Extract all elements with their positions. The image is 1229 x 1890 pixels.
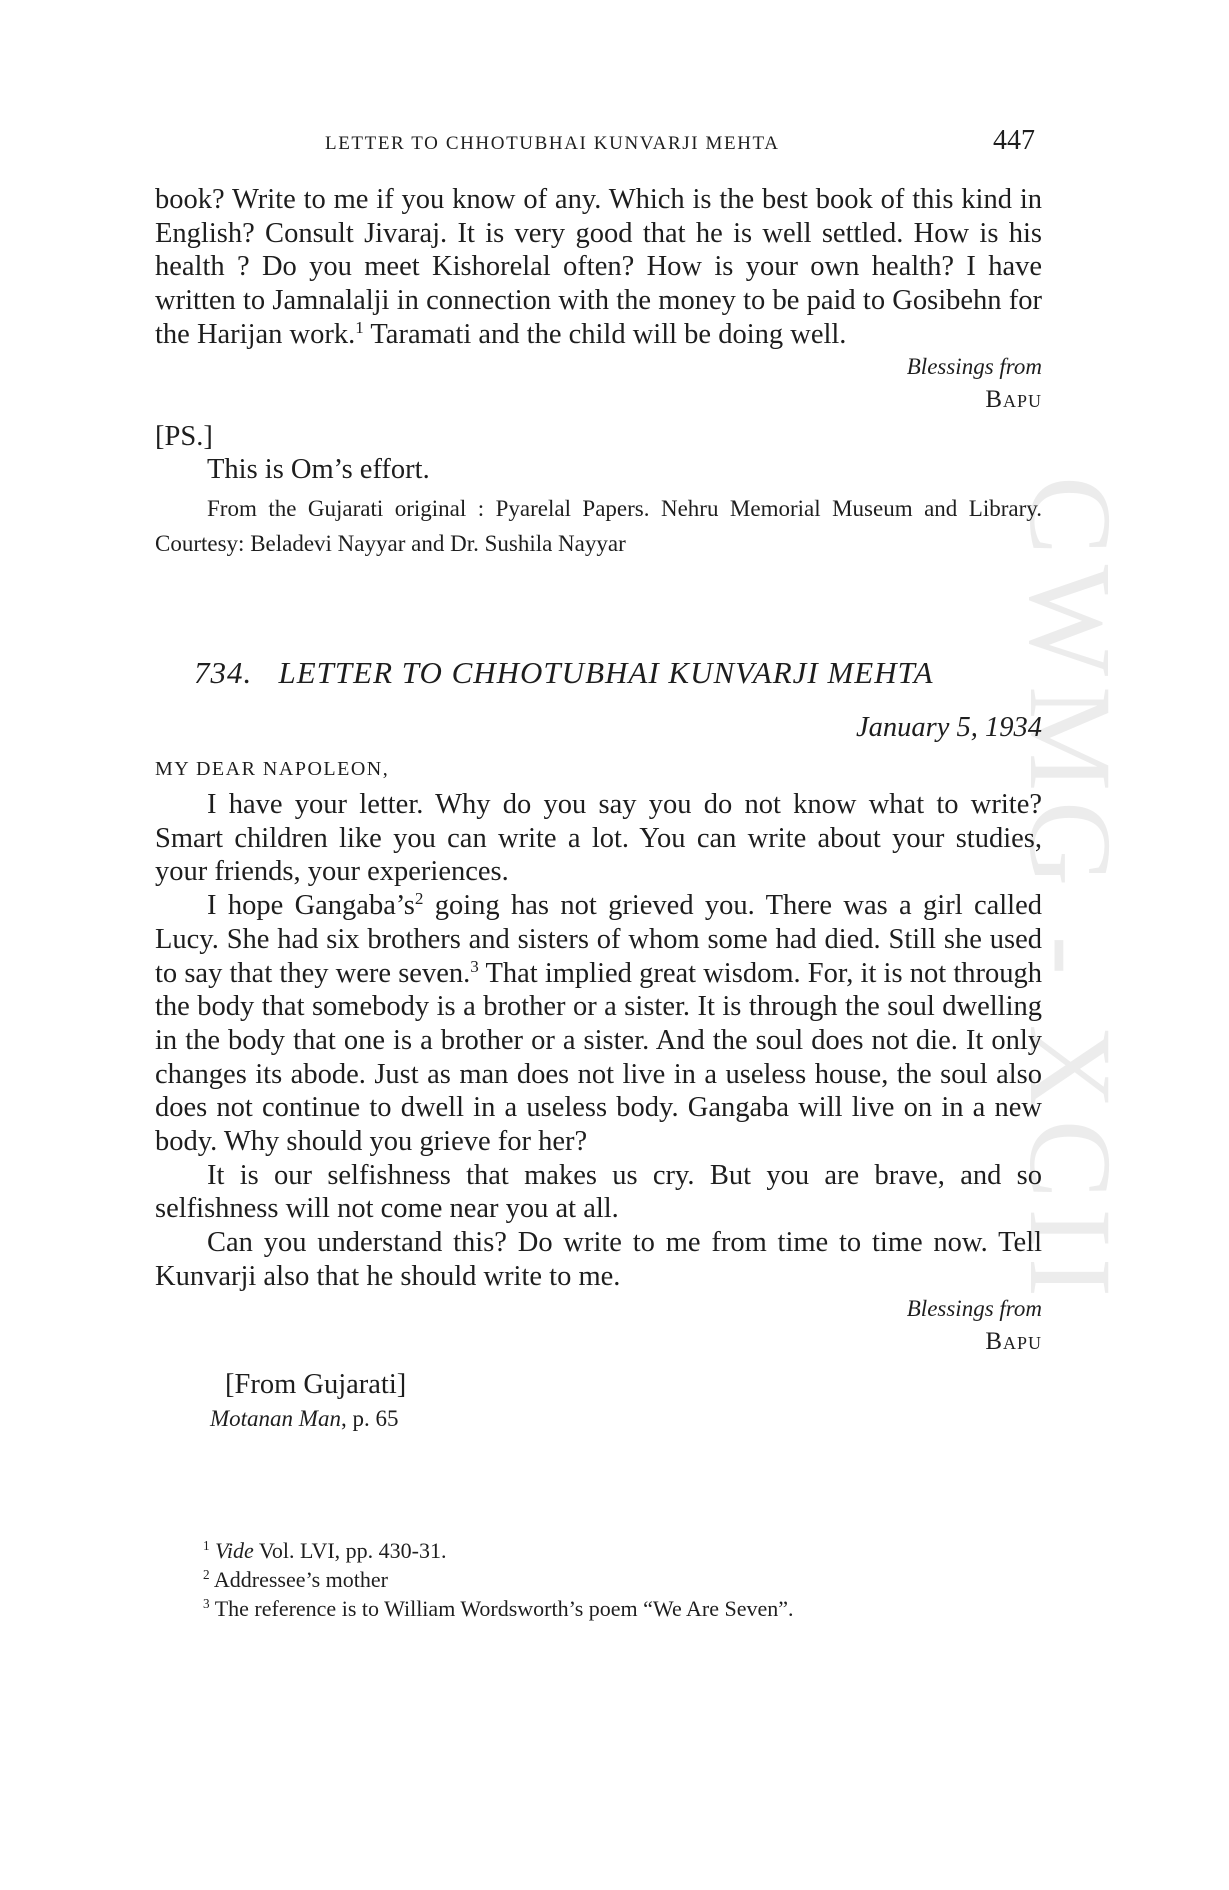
- previous-letter: [155, 183, 1042, 561]
- salutation: MY DEAR NAPOLEON,: [155, 758, 390, 780]
- footnote-ref-3[interactable]: 3: [470, 956, 479, 976]
- blessings-line: Blessings from: [906, 1295, 1042, 1321]
- page-number: 447: [993, 125, 1035, 156]
- source-note: From the Gujarati original : Pyarelal Papers. Nehru Memorial Museum and Library. Courtesy: Beladevi Nayyar and Dr. Sushila Nayyar: [155, 495, 1042, 556]
- footnote-1: $^1$ Vide Vol. LVI, pp. 430-31.: [203, 1538, 447, 1563]
- blessings-line: Blessings from: [906, 353, 1042, 379]
- letter-title: LETTER TO CHHOTUBHAI KUNVARJI MEHTA: [278, 655, 934, 690]
- footnote-ref-1[interactable]: 1: [355, 317, 364, 337]
- paragraph-1: I have your letter. Why do you say you do not know what to write? Smart children like you can write a lot. You can write about your studies, your friends, your experiences.: [155, 789, 1042, 888]
- source-label: [From Gujarati]: [225, 1368, 407, 1400]
- ps-label: [PS.]: [155, 420, 213, 452]
- previous-letter-body: book? Write to me if you know of any. Which is the best book of this kind in English? Consult Jivaraj. It is very good that he is well settled. How is his health ? Do you meet Kishorelal often? How is your own health? I have written to Jamnalalji in connection with the money to be paid to Gosibehn for the Harijan work.$^1$ Taramati and the child will be doing well.: [155, 184, 1042, 350]
- footnote-ref-2[interactable]: 2: [414, 888, 424, 908]
- footnote-3: $^3$ The reference is to William Wordsworth’s poem “We Are Seven”.: [203, 1596, 794, 1621]
- running-head: LETTER TO CHHOTUBHAI KUNVARJI MEHTA: [325, 133, 780, 154]
- signature: Bapu: [985, 385, 1042, 413]
- source-citation: Motanan Man, p. 65: [210, 1406, 399, 1432]
- paragraph-3: It is our selfishness that makes us cry. But you are brave, and so selfishness will not come near you at all.: [155, 1159, 1042, 1225]
- ps-text: This is Om’s effort.: [207, 454, 430, 486]
- paragraph-2: I hope $Gangaba’s^2$ going has not grieved you. There was a girl called Lucy. She had six brothers and sisters of whom some had died. Still she used to say that they were seven.$^3$ That implied great wisdom. For, it is not through the body that somebody is a brother or a sister. It is through the soul dwelling in the body that one is a brother or a sister. And the soul does not die. It only changes its abode. Just as man does not live in a useless house, the soul also does not continue to dwell in a useless body. Gangaba will live on in a new body. Why should you grieve for her?: [155, 888, 1042, 1158]
- footnote-2: $^2$ Addressee’s mother: [203, 1567, 388, 1592]
- letter-number: 734.: [194, 655, 253, 690]
- letter-734: [155, 712, 1042, 1436]
- footnotes: [203, 1536, 794, 1623]
- letter-date: January 5, 1934: [855, 712, 1042, 743]
- paragraph-4: Can you understand this? Do write to me from time to time now. Tell Kunvarji also that he should write to me.: [155, 1227, 1042, 1292]
- watermark: CWMG - XCII: [1005, 476, 1136, 1308]
- letter-heading: [194, 655, 934, 691]
- signature: Bapu: [985, 1327, 1042, 1355]
